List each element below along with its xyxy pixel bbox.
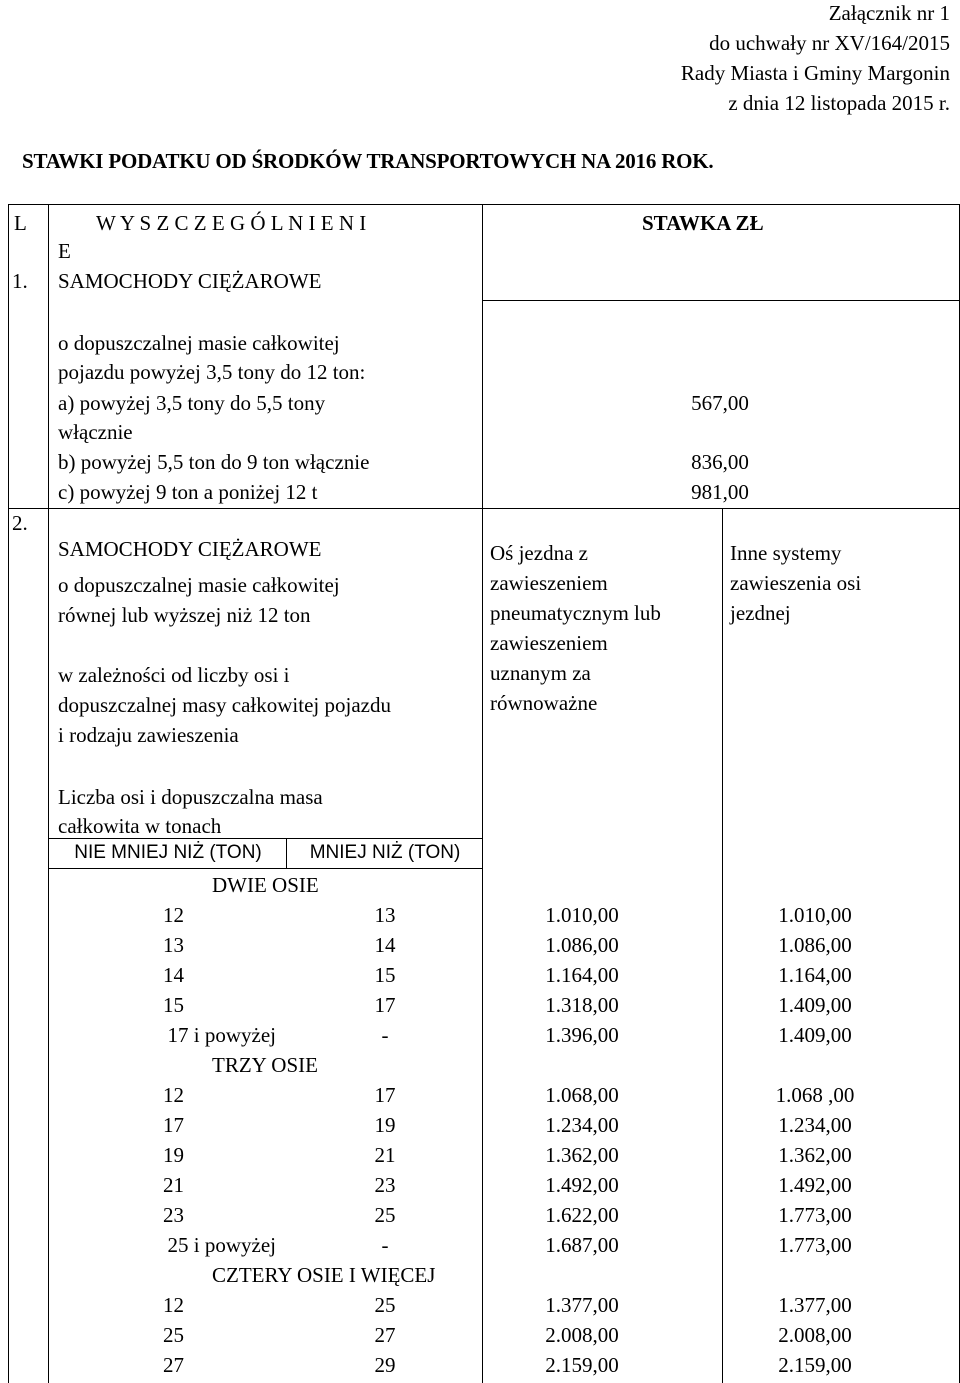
axle-count-label-2: całkowita w tonach [58, 814, 222, 838]
min-cell: 17 [163, 1113, 184, 1137]
pneu-rate: 1.687,00 [545, 1233, 619, 1257]
max-cell: 23 [374, 1173, 396, 1197]
min-cell: 21 [163, 1173, 184, 1197]
max-cell: 19 [374, 1113, 396, 1137]
pneumatic-header-line: zawieszeniem [490, 631, 608, 655]
other-rate: 1.773,00 [778, 1203, 852, 1227]
page-title: STAWKI PODATKU OD ŚRODKÓW TRANSPORTOWYCH NA 2016 ROK. [22, 149, 714, 173]
pneu-rate: 1.318,00 [545, 993, 619, 1017]
attachment-line-4: z dnia 12 listopada 2015 r. [728, 91, 950, 115]
min-cell: 14 [163, 963, 184, 987]
spec-header-tail: E [58, 239, 71, 263]
min-cell: 12 [163, 1083, 184, 1107]
max-cell: 25 [374, 1293, 396, 1317]
max-cell: - [381, 1023, 389, 1047]
rate-a: 567,00 [691, 391, 749, 415]
pneumatic-header-line: uznanym za [490, 661, 591, 685]
max-cell: 21 [374, 1143, 396, 1167]
min-cell: 25 [163, 1323, 184, 1347]
section-2-desc-1: o dopuszczalnej masie całkowitej [58, 573, 340, 597]
pneu-rate: 1.622,00 [545, 1203, 619, 1227]
min-cell: 12 [163, 903, 184, 927]
pneu-rate: 1.086,00 [545, 933, 619, 957]
min-cell: 17 i powyżej [167, 1023, 276, 1047]
pneu-rate: 1.362,00 [545, 1143, 619, 1167]
pneu-rate: 2.159,00 [545, 1353, 619, 1377]
group-label: DWIE OSIE [212, 873, 319, 897]
max-cell: 27 [374, 1323, 396, 1347]
other-rate: 1.362,00 [778, 1143, 852, 1167]
other-rate: 2.008,00 [778, 1323, 852, 1347]
section-1-heading: SAMOCHODY CIĘŻAROWE [58, 269, 322, 293]
rate-c: 981,00 [691, 480, 749, 504]
pneu-rate: 1.377,00 [545, 1293, 619, 1317]
attachment-line-1: Załącznik nr 1 [828, 1, 950, 25]
section-1-item-b: b) powyżej 5,5 ton do 9 ton włącznie [58, 450, 370, 474]
other-rate: 1.492,00 [778, 1173, 852, 1197]
pneu-rate: 1.396,00 [545, 1023, 619, 1047]
other-rate: 1.409,00 [778, 1023, 852, 1047]
rate-header: STAWKA ZŁ [642, 211, 764, 235]
section-2-desc-3: w zależności od liczby osi i [58, 663, 290, 687]
spec-header: W Y S Z C Z E G Ó L N I E N I [96, 211, 367, 235]
section-2-desc-5: i rodzaju zawieszenia [58, 723, 239, 747]
pneu-rate: 1.234,00 [545, 1113, 619, 1137]
other-rate: 1.068 ,00 [775, 1083, 855, 1107]
max-cell: 29 [374, 1353, 396, 1377]
section-2-heading: SAMOCHODY CIĘŻAROWE [58, 537, 322, 561]
min-cell: 12 [163, 1293, 184, 1317]
section-1-desc-1: o dopuszczalnej masie całkowitej [58, 331, 340, 355]
other-rate: 1.164,00 [778, 963, 852, 987]
min-cell: 25 i powyżej [167, 1233, 276, 1257]
pneumatic-header-line: Oś jezdna z [490, 541, 588, 565]
other-rate: 1.234,00 [778, 1113, 852, 1137]
pneumatic-header-line: równoważne [490, 691, 598, 715]
section-1-item-a: a) powyżej 3,5 tony do 5,5 tony [58, 391, 326, 415]
max-cell: 15 [374, 963, 396, 987]
other-rate: 1.409,00 [778, 993, 852, 1017]
min-cell: 13 [163, 933, 184, 957]
other-rate: 1.086,00 [778, 933, 852, 957]
max-cell: 14 [374, 933, 396, 957]
pneumatic-header-line: pneumatycznym lub [490, 601, 661, 625]
group-label: CZTERY OSIE I WIĘCEJ [212, 1263, 436, 1287]
min-cell: 27 [163, 1353, 184, 1377]
pneu-rate: 2.008,00 [545, 1323, 619, 1347]
pneu-rate: 1.010,00 [545, 903, 619, 927]
attachment-line-2: do uchwały nr XV/164/2015 [709, 31, 950, 55]
section-1-item-c: c) powyżej 9 ton a poniżej 12 t [58, 480, 318, 504]
rate-b: 836,00 [691, 450, 749, 474]
pneu-rate: 1.068,00 [545, 1083, 619, 1107]
col-max-header: MNIEJ NIŻ (TON) [309, 842, 461, 863]
attachment-line-3: Rady Miasta i Gminy Margonin [680, 61, 950, 85]
max-cell: 25 [374, 1203, 396, 1227]
section-1-desc-2: pojazdu powyżej 3,5 tony do 12 ton: [58, 360, 366, 384]
max-cell: 17 [374, 993, 396, 1017]
pneu-rate: 1.164,00 [545, 963, 619, 987]
other-rate: 1.010,00 [778, 903, 852, 927]
pneu-rate: 1.492,00 [545, 1173, 619, 1197]
min-cell: 19 [163, 1143, 184, 1167]
other-rate: 1.377,00 [778, 1293, 852, 1317]
max-cell: 17 [374, 1083, 396, 1107]
max-cell: - [381, 1233, 389, 1257]
section-1-number: 1. [12, 269, 28, 293]
max-cell: 13 [374, 903, 396, 927]
section-2-desc-4: dopuszczalnej masy całkowitej pojazdu [58, 693, 391, 717]
col-min-header: NIE MNIEJ NIŻ (TON) [74, 842, 262, 863]
section-2-number: 2. [12, 511, 28, 535]
other-rate: 1.773,00 [778, 1233, 852, 1257]
axle-count-label-1: Liczba osi i dopuszczalna masa [58, 785, 323, 809]
pneumatic-header-line: zawieszeniem [490, 571, 608, 595]
section-2-desc-2: równej lub wyższej niż 12 ton [58, 603, 311, 627]
other-header-line: Inne systemy [730, 541, 842, 565]
min-cell: 15 [163, 993, 184, 1017]
group-label: TRZY OSIE [212, 1053, 318, 1077]
other-rate: 2.159,00 [778, 1353, 852, 1377]
min-cell: 23 [163, 1203, 184, 1227]
other-header-line: zawieszenia osi [730, 571, 862, 595]
section-1-item-a-cont: włącznie [58, 420, 133, 444]
lp-header: L [14, 211, 27, 235]
other-header-line: jezdnej [730, 601, 791, 625]
